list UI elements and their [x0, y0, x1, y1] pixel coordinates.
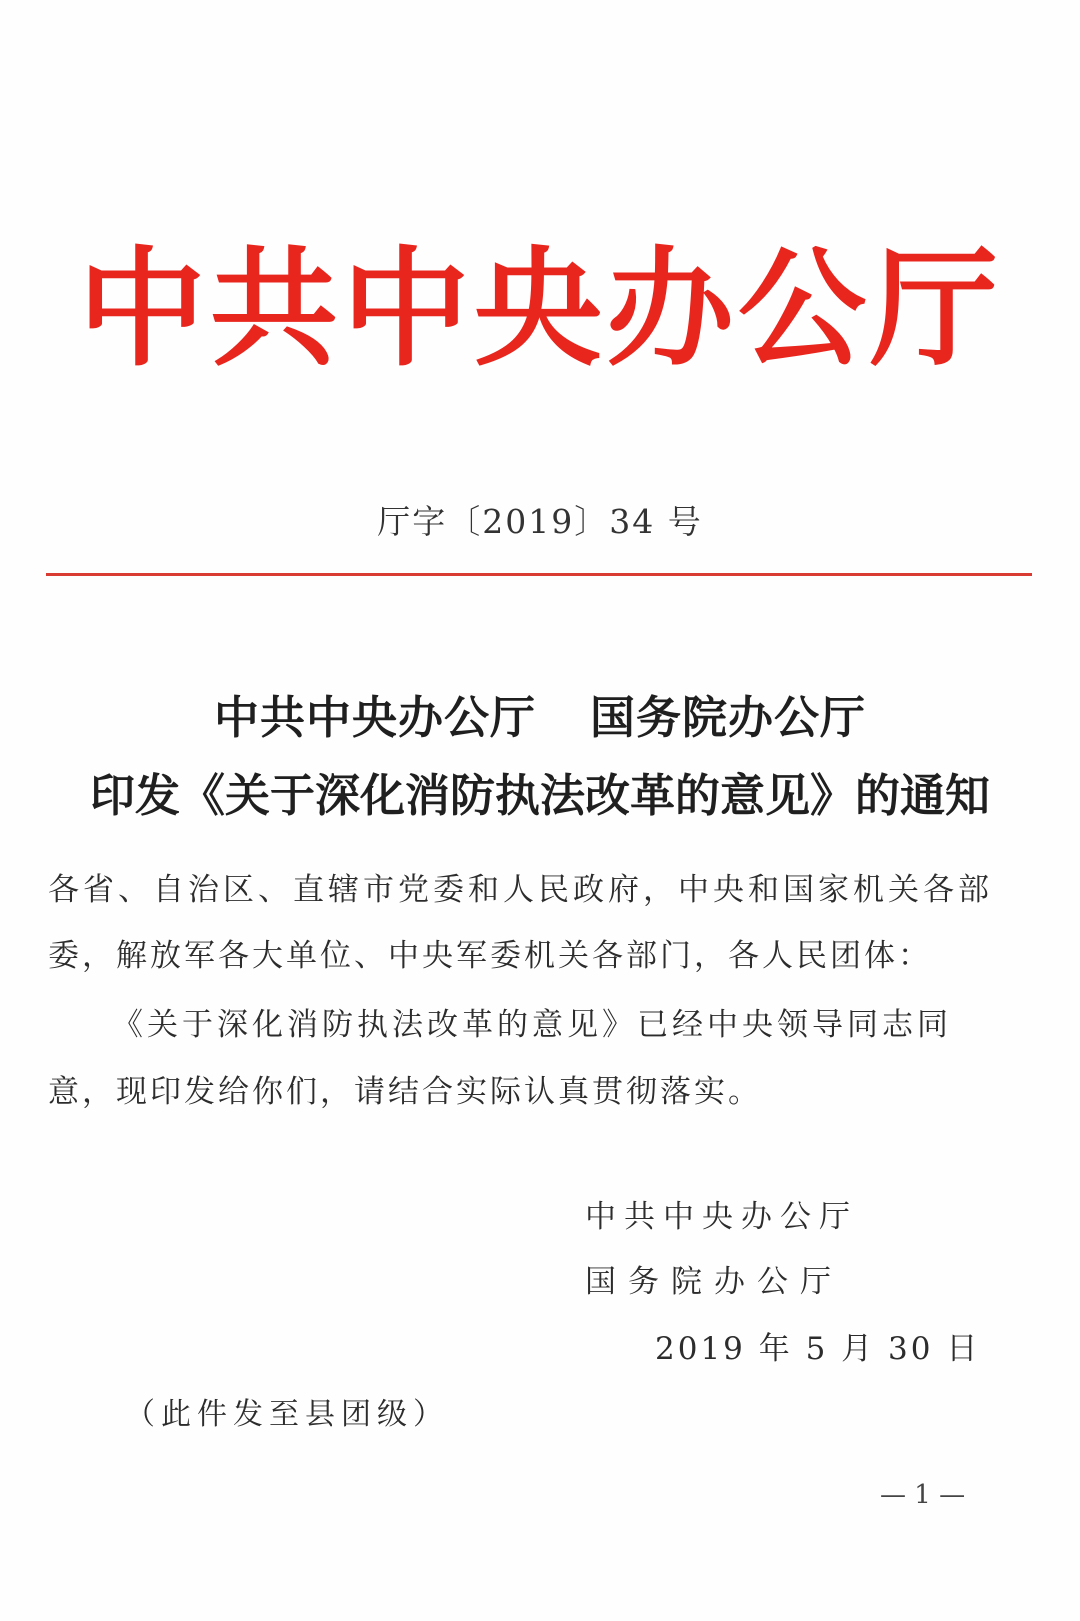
- body-paragraph-line-2: 意，现印发给你们，请结合实际认真贯彻落实。: [48, 1074, 762, 1110]
- document-number: 厅字〔2019〕34 号: [377, 502, 703, 541]
- document-title-line-1: [0, 690, 1080, 746]
- signature-org-1: 中共中央办公厅: [585, 1199, 858, 1235]
- signature-org-2: 国务院办公厅: [585, 1264, 843, 1300]
- page-number: — 1 —: [880, 1480, 966, 1510]
- red-divider-rule: [46, 573, 1032, 576]
- issuer-2: 国务院办公厅: [590, 691, 867, 744]
- signature-date: 2019 年 5 月 30 日: [655, 1331, 981, 1367]
- masthead-title: 中共中央办公厅: [77, 235, 1002, 384]
- addressee-line-2: 委，解放军各大单位、中央军委机关各部门，各人民团体：: [48, 938, 932, 974]
- body-paragraph-line-1: 《关于深化消防执法改革的意见》已经中央领导同志同: [112, 1007, 952, 1043]
- distribution-note: （此件发至县团级）: [125, 1397, 449, 1432]
- issuer-1: 中共中央办公厅: [213, 691, 536, 744]
- document-title-line-2: 印发《关于深化消防执法改革的意见》的通知: [89, 769, 990, 822]
- addressee-line-1: 各省、自治区、直辖市党委和人民政府，中央和国家机关各部: [48, 872, 993, 908]
